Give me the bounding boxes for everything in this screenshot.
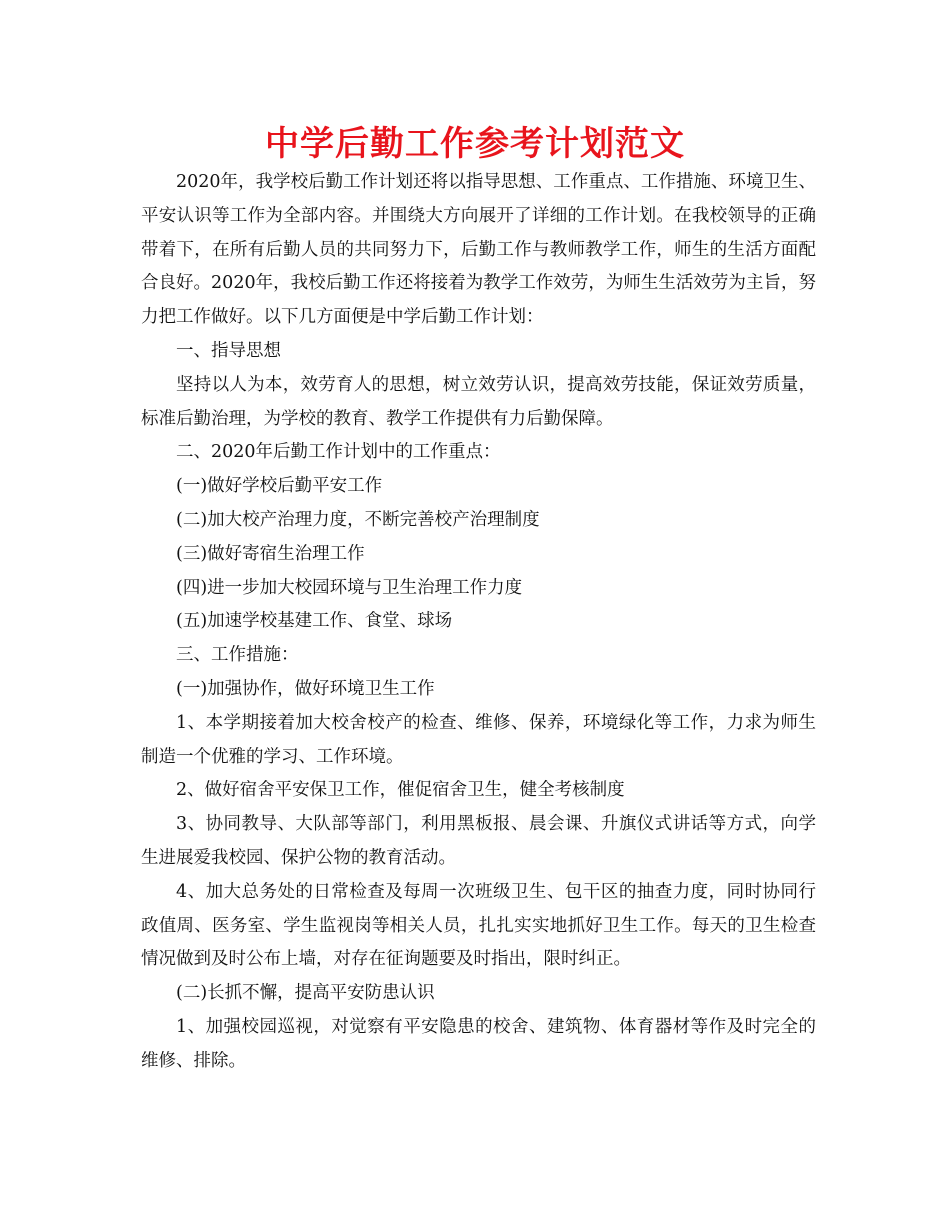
document-title: 中学后勤工作参考计划范文 xyxy=(265,124,685,164)
heading-guiding-thought: 一、指导思想 xyxy=(176,340,281,361)
focus-item-3: (三)做好寄宿生治理工作 xyxy=(176,543,365,564)
measure-item-1: 1、本学期接着加大校舍校产的检查、维修、保养，环境绿化等工作，力求为师生制造一个优雅的学习、工作环境。 xyxy=(141,712,816,767)
heading-work-focus: 二、2020年后勤工作计划中的工作重点： xyxy=(176,442,501,463)
paragraph-intro: 2020年，我学校后勤工作计划还将以指导思想、工作重点、工作措施、环境卫生、平安认识等工作为全部内容。并围绕大方向展开了详细的工作计划。在我校领导的正确带着下，在所有后勤人员的共同努力下，后勤工作与教师教学工作，师生的生活方面配合良好。2020年，我校后勤工作还将接着为教学工作效劳，为师生生活效劳为主旨，努力把工作做好。以下几方面便是中学后勤工作计划： xyxy=(141,172,816,328)
measure-item-3: 3、协同教导、大队部等部门，利用黑板报、晨会课、升旗仪式讲话等方式，向学生进展爱我校园、保护公物的教育活动。 xyxy=(141,814,816,868)
focus-item-4: (四)进一步加大校园环境与卫生治理工作力度 xyxy=(176,577,523,598)
measure-item-2: 2、做好宿舍平安保卫工作，催促宿舍卫生，健全考核制度 xyxy=(176,780,625,801)
measure-subheading-2: (二)长抓不懈，提高平安防患认识 xyxy=(176,983,435,1004)
focus-item-1: (一)做好学校后勤平安工作 xyxy=(176,476,383,497)
focus-item-5: (五)加速学校基建工作、食堂、球场 xyxy=(176,611,453,632)
focus-item-2: (二)加大校产治理力度，不断完善校产治理制度 xyxy=(176,509,540,530)
document-body xyxy=(141,166,816,1079)
measure-subheading-1: (一)加强协作，做好环境卫生工作 xyxy=(176,678,435,699)
measure-item-4: 4、加大总务处的日常检查及每周一次班级卫生、包干区的抽查力度，同时协同行政值周、医务室、学生监视岗等相关人员，扎扎实实地抓好卫生工作。每天的卫生检查情况做到及时公布上墙，对存在征询题要及时指出，限时纠正。 xyxy=(141,881,816,970)
paragraph-guiding-thought: 坚持以人为本，效劳育人的思想，树立效劳认识，提高效劳技能，保证效劳质量，标准后勤治理，为学校的教育、教学工作提供有力后勤保障。 xyxy=(141,374,816,429)
heading-work-measures: 三、工作措施： xyxy=(176,645,299,666)
measure-item-5: 1、加强校园巡视，对觉察有平安隐患的校舍、建筑物、体育器材等作及时完全的维修、排除。 xyxy=(141,1016,816,1071)
